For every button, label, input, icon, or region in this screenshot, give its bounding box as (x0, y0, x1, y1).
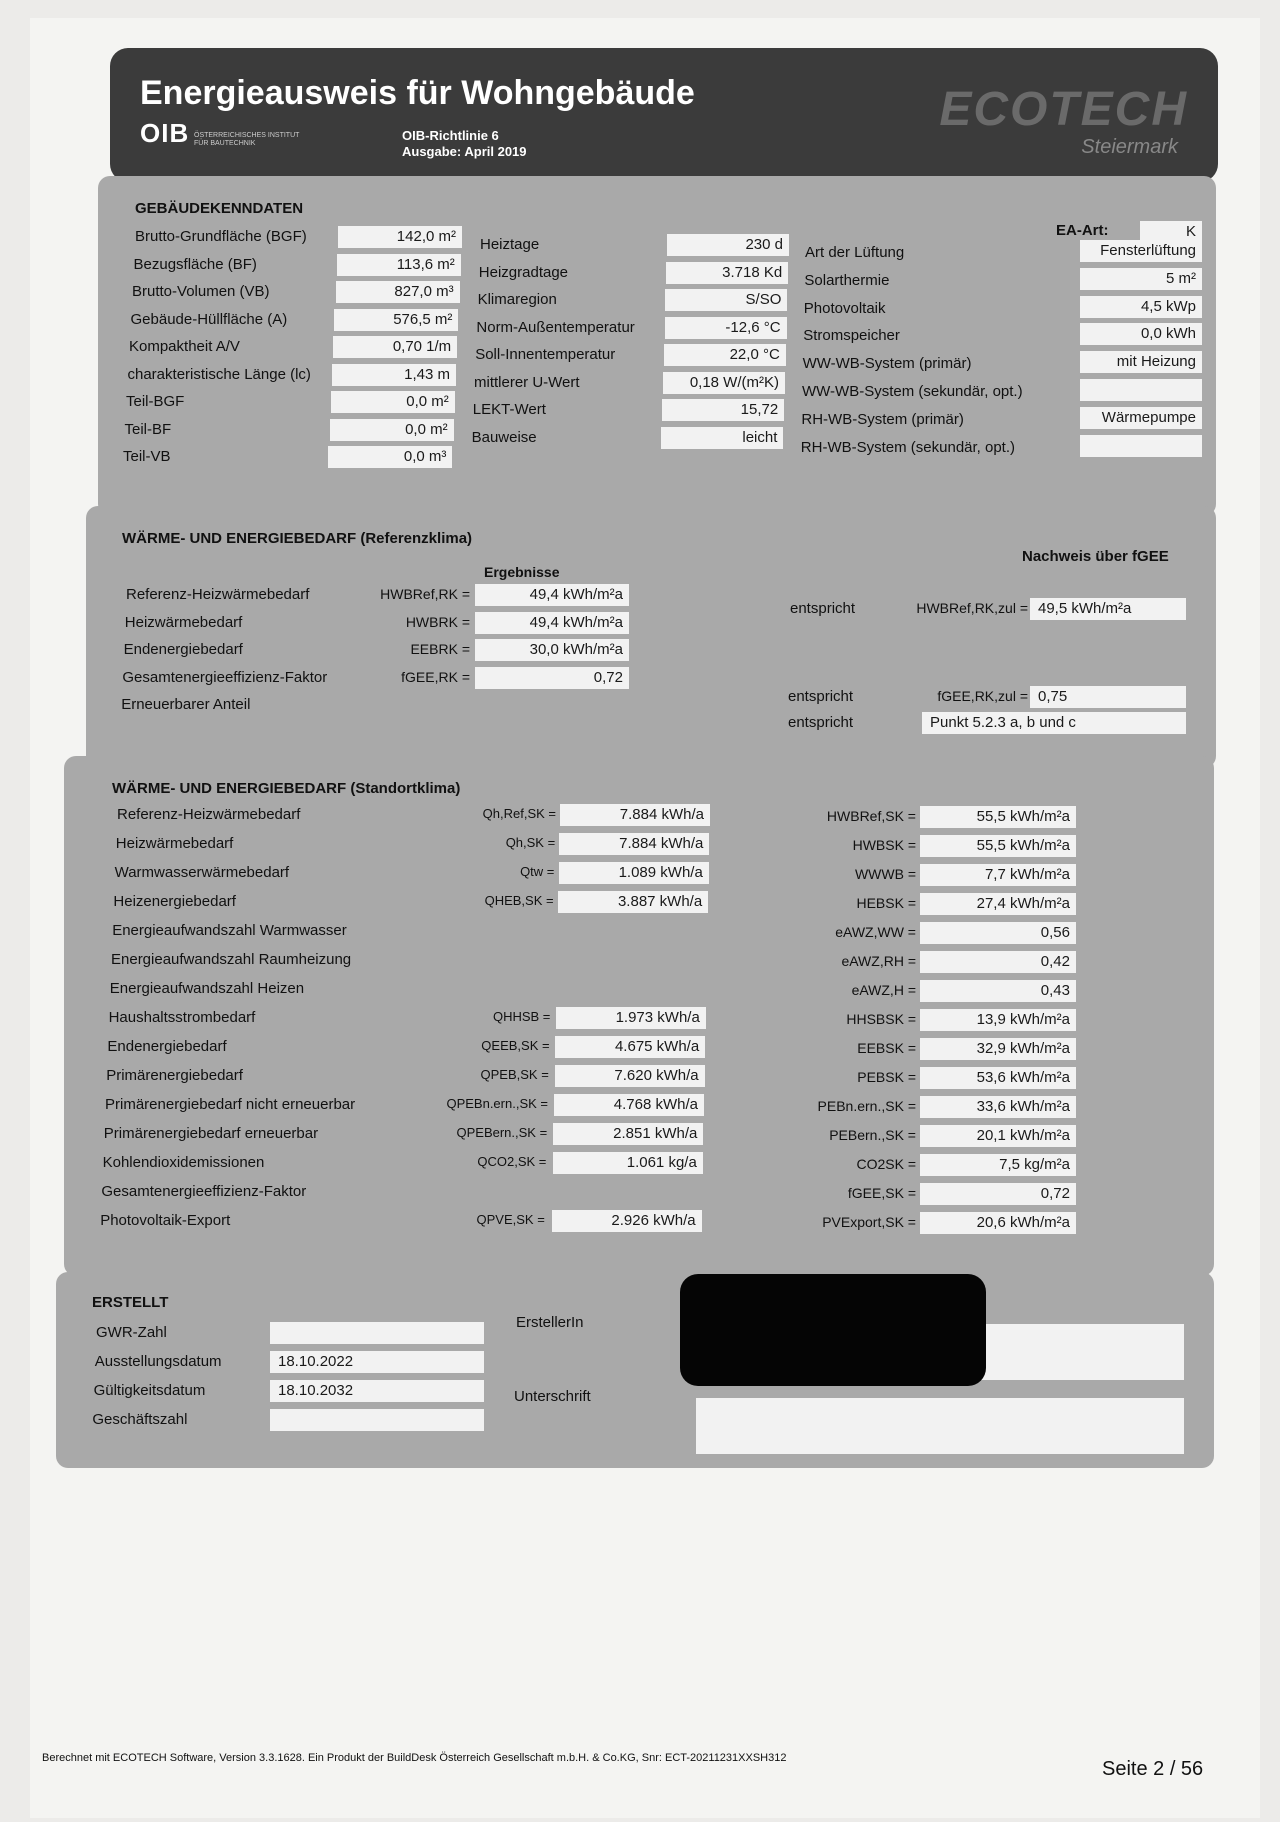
klima-value: 3.718 Kd (666, 262, 788, 284)
document-title: Energieausweis für Wohngebäude (140, 74, 695, 112)
system-label: RH-WB-System (sekundär, opt.) (800, 438, 1016, 456)
q-symbol: QPEBn.ern.,SK = (446, 1096, 548, 1111)
klima-label: Bauweise (471, 428, 537, 446)
referenz-symbol: HWBRef,RK = (380, 586, 470, 602)
system-value (1080, 379, 1202, 401)
kenndaten-label: Gebäude-Hüllfläche (A) (130, 310, 288, 328)
q-value: 4.675 kWh/a (555, 1036, 705, 1058)
kennwert-symbol: PEBern.,SK = (829, 1127, 916, 1143)
erstellt-value: 18.10.2032 (270, 1380, 484, 1402)
kennwert-value: 7,5 kg/m²a (920, 1154, 1076, 1176)
kennwert-symbol: HWBSK = (852, 837, 916, 853)
kennwert-symbol: WWWB = (854, 866, 916, 882)
erstellt-label: GWR-Zahl (96, 1324, 167, 1341)
kennwert-symbol: eAWZ,WW = (835, 924, 916, 940)
standort-label: Referenz-Heizwärmebedarf (117, 806, 301, 823)
erstellt-title: ERSTELLT (92, 1294, 169, 1311)
q-value: 1.973 kWh/a (556, 1007, 706, 1029)
klima-value: 22,0 °C (664, 344, 786, 366)
nachweis-value: Punkt 5.2.3 a, b und c (922, 712, 1186, 734)
standort-label: Primärenergiebedarf erneuerbar (103, 1125, 319, 1142)
standort-label: Haushaltsstrombedarf (108, 1009, 256, 1026)
gebaeudekenndaten-title: GEBÄUDEKENNDATEN (135, 200, 304, 217)
kennwert-symbol: HHSBSK = (846, 1011, 916, 1027)
nachweis-symbol: fGEE,RK,zul = (937, 688, 1028, 704)
erstellt-value (270, 1322, 484, 1344)
standort-label: Primärenergiebedarf (106, 1067, 243, 1084)
kenndaten-label: charakteristische Länge (lc) (127, 365, 311, 383)
kenndaten-value: 0,70 1/m (333, 336, 457, 358)
system-label: Solarthermie (804, 271, 890, 289)
kennwert-symbol: CO2SK = (856, 1156, 916, 1172)
q-symbol: QPVE,SK = (476, 1212, 545, 1227)
kennwert-symbol: PVExport,SK = (822, 1214, 916, 1230)
referenz-label: Erneuerbarer Anteil (121, 696, 251, 713)
klima-value: 230 d (667, 234, 789, 256)
header-banner (110, 48, 1218, 182)
kennwert-value: 7,7 kWh/m²a (920, 864, 1076, 886)
system-label: Art der Lüftung (805, 244, 905, 261)
ecotech-logo: ECOTECH (939, 83, 1188, 136)
erstellt-label: Geschäftszahl (92, 1411, 188, 1428)
q-value: 1.089 kWh/a (559, 862, 709, 884)
ergebnisse-label: Ergebnisse (484, 564, 560, 580)
system-value: mit Heizung (1080, 351, 1202, 373)
kenndaten-value: 576,5 m² (334, 309, 458, 331)
q-symbol: QHEB,SK = (484, 893, 554, 908)
footer-text: Berechnet mit ECOTECH Software, Version 3.3.1628. Ein Produkt der BuildDesk Österreich Gesellschaft m.b.H. & Co.KG, Snr: ECT-20211231XXSH312 (42, 1752, 787, 1764)
q-value: 1.061 kg/a (553, 1152, 703, 1174)
ecotech-logo-subtitle: Steiermark (1081, 136, 1178, 158)
gebaeudekenndaten-panel (98, 176, 1216, 516)
klima-value: -12,6 °C (665, 317, 787, 339)
nachweis-symbol: HWBRef,RK,zul = (916, 600, 1028, 616)
referenz-label: Heizwärmebedarf (124, 613, 243, 631)
kennwert-value: 20,6 kWh/m²a (920, 1212, 1076, 1234)
system-label: Photovoltaik (803, 299, 886, 317)
erstellt-label: Gültigkeitsdatum (93, 1382, 206, 1399)
standort-label: Primärenergiebedarf nicht erneuerbar (105, 1096, 356, 1113)
klima-label: LEKT-Wert (472, 401, 546, 418)
referenz-value: 49,4 kWh/m²a (475, 584, 629, 606)
unterschrift-field (696, 1398, 1184, 1454)
erstellt-value: 18.10.2022 (270, 1351, 484, 1373)
ea-art-label: EA-Art: (1056, 222, 1109, 239)
kennwert-symbol: eAWZ,RH = (841, 953, 916, 969)
richtlinie-label: OIB-Richtlinie 6 (402, 128, 499, 143)
erstellt-label: Ausstellungsdatum (94, 1353, 222, 1370)
referenz-label: Referenz-Heizwärmebedarf (126, 586, 310, 603)
q-symbol: Qtw = (520, 864, 555, 879)
q-symbol: Qh,SK = (505, 835, 556, 850)
q-symbol: QPEBern.,SK = (456, 1125, 548, 1140)
erstellt-value (270, 1409, 484, 1431)
erstellerin-label: ErstellerIn (516, 1314, 584, 1331)
kenndaten-value: 827,0 m³ (336, 281, 460, 303)
kennwert-symbol: HWBRef,SK = (826, 808, 916, 824)
entspricht-label: entspricht (788, 688, 854, 705)
kenndaten-value: 113,6 m² (337, 254, 461, 276)
kennwert-symbol: PEBn.ern.,SK = (817, 1098, 916, 1114)
kennwert-symbol: eAWZ,H = (851, 982, 916, 998)
q-symbol: Qh,Ref,SK = (482, 806, 556, 821)
klima-value: S/SO (665, 289, 787, 311)
kennwert-value: 0,43 (920, 980, 1076, 1002)
referenz-value: 30,0 kWh/m²a (475, 639, 629, 661)
system-label: WW-WB-System (primär) (802, 355, 972, 373)
kenndaten-label: Teil-VB (123, 448, 171, 465)
kennwert-value: 32,9 kWh/m²a (920, 1038, 1076, 1060)
q-symbol: QHHSB = (492, 1009, 551, 1024)
system-value (1080, 435, 1202, 457)
system-value: Fensterlüftung (1080, 240, 1202, 262)
kennwert-symbol: EEBSK = (857, 1040, 916, 1056)
kennwert-value: 33,6 kWh/m²a (920, 1096, 1076, 1118)
oib-logo: OIB (140, 118, 190, 148)
q-value: 2.851 kWh/a (553, 1123, 703, 1145)
klima-value: 15,72 (662, 399, 784, 421)
kennwert-value: 53,6 kWh/m²a (920, 1067, 1076, 1089)
referenz-label: Gesamtenergieeffizienz-Faktor (122, 668, 328, 686)
kenndaten-value: 0,0 m³ (328, 446, 452, 468)
q-symbol: QEEB,SK = (481, 1038, 550, 1053)
system-label: WW-WB-System (sekundär, opt.) (802, 383, 1023, 400)
kennwert-value: 55,5 kWh/m²a (920, 806, 1076, 828)
entspricht-label: entspricht (788, 714, 854, 731)
kenndaten-value: 0,0 m² (330, 419, 454, 441)
klima-label: Norm-Außentemperatur (476, 318, 635, 336)
nachweis-value: 49,5 kWh/m²a (1030, 598, 1186, 620)
system-value: 4,5 kWp (1080, 296, 1202, 318)
klima-label: Heiztage (480, 236, 540, 253)
kennwert-value: 0,42 (920, 951, 1076, 973)
referenz-value: 49,4 kWh/m²a (475, 612, 629, 634)
kenndaten-value: 0,0 m² (331, 391, 455, 413)
oib-logo-subtitle: ÖSTERREICHISCHES INSTITUT FÜR BAUTECHNIK (194, 132, 300, 147)
referenz-symbol: fGEE,RK = (401, 668, 470, 685)
standort-label: Kohlendioxidemissionen (102, 1154, 265, 1171)
referenz-symbol: HWBRK = (405, 613, 470, 630)
kennwert-value: 27,4 kWh/m²a (920, 893, 1076, 915)
system-value: 0,0 kWh (1080, 323, 1202, 345)
standort-label: Heizwärmebedarf (115, 835, 234, 852)
q-symbol: QPEB,SK = (480, 1067, 549, 1082)
standort-label: Gesamtenergieeffizienz-Faktor (101, 1183, 307, 1200)
klima-value: 0,18 W/(m²K) (663, 372, 785, 394)
kenndaten-label: Brutto-Grundfläche (BGF) (135, 228, 307, 245)
nachweis-value: 0,75 (1030, 686, 1186, 708)
kennwert-symbol: HEBSK = (856, 895, 916, 911)
kennwert-symbol: fGEE,SK = (847, 1185, 916, 1201)
klima-label: Klimaregion (477, 291, 557, 308)
kennwert-value: 0,72 (920, 1183, 1076, 1205)
q-value: 4.768 kWh/a (554, 1094, 704, 1116)
kenndaten-label: Teil-BGF (126, 393, 185, 410)
klima-value: leicht (661, 427, 783, 449)
klima-label: mittlerer U-Wert (474, 373, 580, 391)
referenz-value: 0,72 (475, 667, 629, 689)
standort-label: Endenergiebedarf (107, 1038, 227, 1055)
kennwert-symbol: PEBSK = (857, 1069, 916, 1085)
q-value: 7.884 kWh/a (559, 833, 709, 855)
q-symbol: QCO2,SK = (477, 1154, 547, 1169)
kennwert-value: 20,1 kWh/m²a (920, 1125, 1076, 1147)
system-value: Wärmepumpe (1080, 407, 1202, 429)
kenndaten-label: Bezugsfläche (BF) (133, 255, 257, 273)
page-number: Seite 2 / 56 (1102, 1758, 1204, 1780)
q-value: 7.620 kWh/a (555, 1065, 705, 1087)
unterschrift-label: Unterschrift (514, 1388, 591, 1405)
standort-label: Heizenergiebedarf (113, 893, 236, 910)
entspricht-label: entspricht (790, 600, 856, 617)
redaction-block (680, 1274, 986, 1386)
q-value: 2.926 kWh/a (552, 1210, 702, 1232)
ausgabe-label: Ausgabe: April 2019 (402, 144, 527, 159)
kenndaten-value: 1,43 m (332, 364, 456, 386)
kenndaten-value: 142,0 m² (338, 226, 462, 248)
kenndaten-label: Kompaktheit A/V (129, 338, 240, 355)
standort-label: Energieaufwandszahl Warmwasser (112, 922, 347, 939)
q-value: 7.884 kWh/a (560, 804, 710, 826)
kenndaten-label: Brutto-Volumen (VB) (132, 283, 270, 300)
standort-label: Photovoltaik-Export (100, 1212, 231, 1229)
kennwert-value: 55,5 kWh/m²a (920, 835, 1076, 857)
standort-label: Energieaufwandszahl Raumheizung (111, 951, 352, 968)
kennwert-value: 13,9 kWh/m²a (920, 1009, 1076, 1031)
nachweis-label: Nachweis über fGEE (1022, 548, 1169, 565)
klima-label: Soll-Innentemperatur (475, 346, 616, 363)
referenz-symbol: EEBRK = (410, 641, 470, 657)
system-label: RH-WB-System (primär) (801, 410, 964, 428)
kennwert-value: 0,56 (920, 922, 1076, 944)
klima-label: Heizgradtage (478, 263, 569, 281)
q-value: 3.887 kWh/a (558, 891, 708, 913)
system-label: Stromspeicher (803, 327, 900, 345)
standort-label: Warmwasserwärmebedarf (114, 864, 290, 881)
ea-art-value: K (1140, 221, 1202, 243)
system-value: 5 m² (1080, 268, 1202, 290)
kenndaten-label: Teil-BF (124, 420, 172, 438)
referenz-label: Endenergiebedarf (123, 641, 243, 658)
standort-label: Energieaufwandszahl Heizen (109, 980, 305, 997)
standortklima-title: WÄRME- UND ENERGIEBEDARF (Standortklima) (112, 780, 461, 797)
referenzklima-title: WÄRME- UND ENERGIEBEDARF (Referenzklima) (122, 530, 473, 547)
